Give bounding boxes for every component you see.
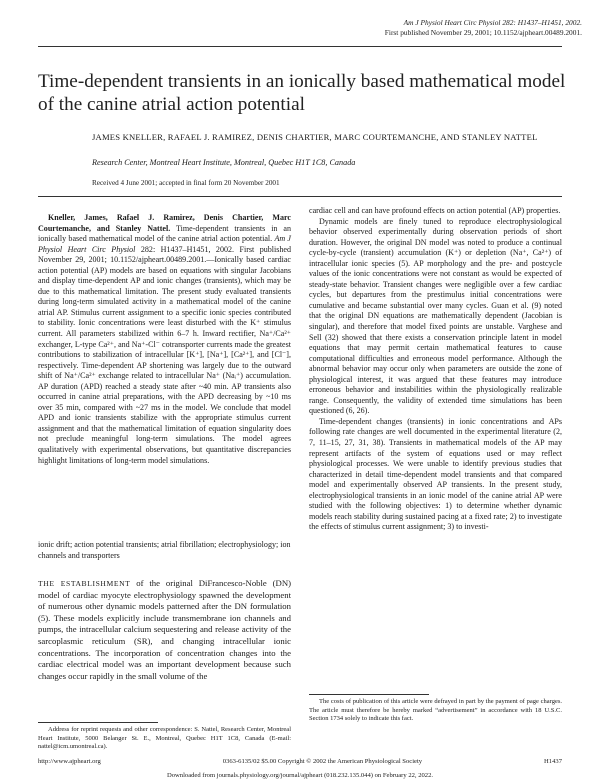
- author-list: JAMES KNELLER, RAFAEL J. RAMIREZ, DENIS CHARTIER, MARC COURTEMANCHE, AND STANLEY NATTEL: [92, 132, 538, 142]
- intro-lead-smallcaps: THE ESTABLISHMENT: [38, 579, 131, 588]
- article-title: Time-dependent transients in an ionically based mathematical model of the canine atrial action potential: [38, 71, 566, 115]
- received-dates: Received 4 June 2001; accepted in final form 20 November 2001: [92, 179, 280, 187]
- journal-header: [385, 18, 582, 37]
- journal-citation: Am J Physiol Heart Circ Physiol 282: H1437–H1451, 2002.: [403, 18, 582, 27]
- right-para-1: cardiac cell and can have profound effects on action potential (AP) properties.: [309, 206, 561, 215]
- abstract-authors: Kneller, James, Rafael J. Ramirez, Denis Chartier, Marc Courtemanche, and Stanley Nattel.: [38, 213, 291, 233]
- keywords: ionic drift; action potential transients; atrial fibrillation; electrophysiology; ion channels and transporters: [38, 540, 291, 560]
- abstract-citation-journal: Am J Physiol Heart Circ Physiol: [38, 234, 291, 254]
- page-number: H1437: [544, 758, 562, 765]
- right-para-3: Time-dependent changes (transients) in ionic concentrations and APs following rate changes are well documented in the experimental literature (2, 7, 11–15, 27, 31, 38). Transients in mathematical models of the AP may represent artifacts of the system of equations used or may reflect physiological processes. We were unable to identify previous studies that characterized in detail time-dependent model transients and that compared model and experimentally observed AP transients. In the present study, electrophysiological transients in an ionic model of the canine atrial AP were studied with the following objectives: 1) to determine whether dynamic models reach stability during sustained pacing at a fixed rate; 2) to investigate the effects of stimulus current assignment; 3) to investi-: [309, 416, 562, 532]
- abstract: [38, 213, 291, 466]
- right-para-2: Dynamic models are finely tuned to reproduce electrophysiological behavior observed experimentally during observation periods of short duration. However, the original DN model was noted to produce a continual cycle-by-cycle (transient) accumulation (K⁺) or depletion (Na⁺, Ca²⁺) of intracellular ionic species (5). AP morphology and the pre- and postcycle values of the ionic concentrations were not constant as would be expected of steady-state behavior. Transient changes were negligible over a few cardiac cycles, but departures from the prestimulus initial concentrations were cumulative and became substantial over many cycles. Guan et al. (9) noted that the original DN equations are mathematically dependent (Jacobian is singular), and therefore that model fixed points are unstable. Varghese and Sell (32) showed that there exists a conservation principle latent in model equations that may permit certain mathematical features to cause computational difficulties and erroneous model performance. Although the abnormal behavior may occur only when parameters are outside the zone of physiological interest, it was argued that these features may introduce erroneous behavior and instabilities within the physiologically realizable range. Consequently, the validity of extended time simulations has been questioned (6, 26).: [309, 216, 562, 416]
- intro-body: of the original DiFrancesco-Noble (DN) model of cardiac myocyte electrophysiology spawned the development of numerous other dynamic models patterned after the DN formulation (5). These models explicitly include transmembrane ion channels and pumps, the intracellular calcium sequestering and release activity of the sarcoplasmic reticulum (SR), and changing intracellular ionic concentrations. The incorporation of concentration changes into the cardiac electrical model was an important development because such changes occur rapidly in the small volume of the: [38, 578, 291, 681]
- header-rule: [38, 46, 562, 47]
- copyright: 0363-6135/02 $5.00 Copyright © 2002 the American Physiological Society: [222, 758, 423, 765]
- publication-costs-footnote: The costs of publication of this article were defrayed in part by the payment of page charges. The article must therefore be hereby marked “advertisement” in accordance with 18 U.S.C. Section 1734 solely to indicate this fact.: [309, 698, 562, 723]
- journal-url[interactable]: http://www.ajpheart.org: [38, 758, 101, 765]
- abstract-citation-title: Time-dependent transients in an ionically based mathematical model of the canine atrial action potential.: [38, 223, 291, 244]
- right-column: [309, 206, 562, 533]
- abstract-citation-rest: 282: H1437–H1451, 2002. First published November 29, 2001; 10.1152/ajpheart.00489.2001.: [38, 244, 291, 265]
- introduction-left: [38, 578, 291, 682]
- correspondence-footnote: Address for reprint requests and other correspondence: S. Nattel, Research Center, Montreal Heart Institute, 5000 Belanger St. E., Montreal, Quebec H1T 1C8, Canada (E-mail: nattel@icm.umontreal.ca).: [38, 726, 291, 751]
- title-rule: [38, 196, 562, 197]
- download-notice: Downloaded from journals.physiology.org/journal/ajpheart (018.232.135.044) on February 22, 2022.: [166, 772, 434, 779]
- footnote-rule-left: [38, 722, 158, 723]
- abstract-body: —Ionically based cardiac action potential (AP) models are based on equations with singular Jacobians and display time-dependent AP and ionic changes (transients), which may be due to this mathematical limitation. The present study evaluated transients during long-term simulated activity in a mathematical model of the canine atrial AP. Stimulus current assignment to a specific ionic species contributed to stability. Ionic concentrations were least disturbed with the K⁺ stimulus current. All parameters stabilized within 6–7 h. Inward rectifier, Na⁺/Ca²⁺ exchanger, L-type Ca²⁺, and Na⁺-Cl⁻ cotransporter currents made the greatest contributions to stabilization of intracellular [K⁺], [Na⁺], [Ca²⁺], and [Cl⁻], respectively. Time-dependent AP shortening was largely due to the outward shift of Na⁺/Ca²⁺ exchange related to intracellular Na⁺ (Naᵢ⁺) accumulation. AP duration (APD) reached a steady state after ~40 min. AP transients also occurred in canine atrial preparations, with the APD decreasing by ~10 ms over 35 min, compared with ~27 ms in the model. We conclude that model APD and ionic transients stabilize with the appropriate stimulus current assignment and that the mathematical limitation of equation singularity does not preclude meaningful long-term simulations. The model agrees qualitatively with experimental observations, but quantitative discrepancies highlight limitations of long-term model simulations.: [38, 255, 292, 465]
- page-footer: [38, 758, 562, 765]
- first-published: First published November 29, 2001; 10.1152/ajpheart.00489.2001.: [384, 27, 582, 37]
- affiliation: Research Center, Montreal Heart Institute, Montreal, Quebec H1T 1C8, Canada: [92, 158, 356, 167]
- footnote-rule-right: [309, 694, 429, 695]
